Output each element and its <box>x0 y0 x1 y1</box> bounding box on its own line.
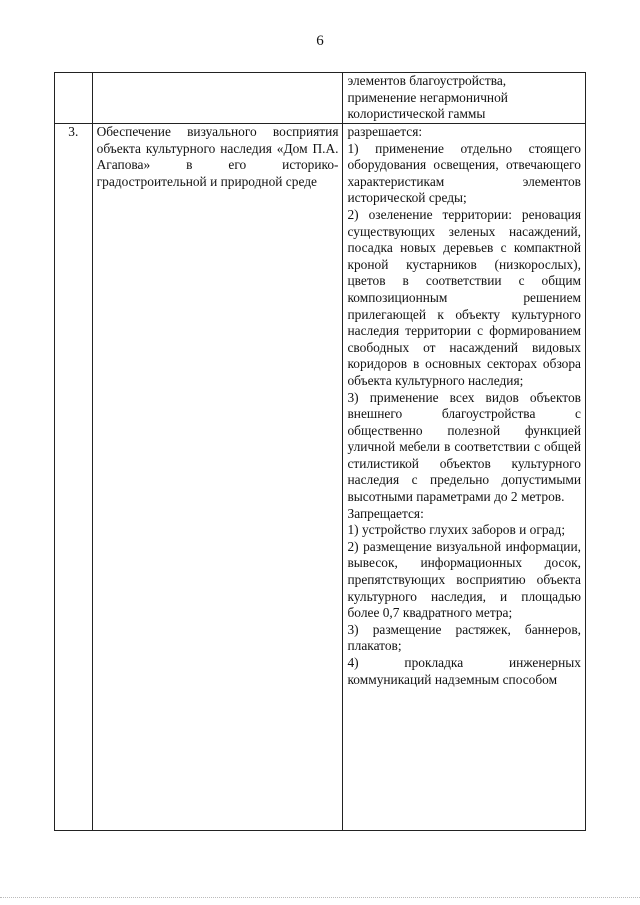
row-number-cell <box>55 73 93 124</box>
requirement-item: 2) размещение визуальной информации, вывесок, информационных досок, препятствующих восприятию объекта культурного наследия, и площадью более 0,7 квадратного метра; <box>347 538 581 621</box>
goal-text: Обеспечение визуального восприятия объекта культурного наследия «Дом П.А. Агапова» в его историко-градостроительной и природной среде <box>96 124 339 189</box>
page-number: 6 <box>316 33 324 49</box>
requirement-line: колористической гаммы <box>347 106 486 122</box>
requirements-cell <box>343 124 586 831</box>
requirement-heading-allowed: разрешается: <box>347 124 423 139</box>
requirement-item: 1) устройство глухих заборов и оград; <box>347 522 566 538</box>
table-row-3 <box>55 124 586 831</box>
goal-cell <box>92 124 343 831</box>
table-row-continued <box>55 73 586 124</box>
requirements-cell <box>343 73 586 124</box>
requirement-item: 4) прокладка инженерных коммуникаций надземным способом <box>347 655 581 687</box>
requirement-line: элементов благоустройства, <box>347 73 507 88</box>
goal-cell <box>92 73 343 124</box>
requirement-item: 1) применение отдельно стоящего оборудования освещения, отвечающего характеристикам элементов исторической среды; <box>347 140 581 206</box>
requirement-heading-forbidden: Запрещается: <box>347 505 424 521</box>
requirement-line: применение негармоничной <box>347 89 508 105</box>
page-bottom-divider <box>0 897 640 899</box>
requirement-item: 2) озеленение территории: реновация существующих зеленых насаждений, посадка новых деревьев с компактной кроной кустарников (низкорослых), цветов в соответствии с общим композиционным решением прилегающей к объекту культурного наследия территории с формированием свободных от насаждений видовых коридоров в основных секторах обзора объекта культурного наследия; <box>347 206 581 388</box>
regulations-table <box>54 72 586 831</box>
requirement-item: 3) размещение растяжек, баннеров, плакатов; <box>347 621 581 654</box>
requirement-item: 3) применение всех видов объектов внешнего благоустройства с общественно полезной функцией уличной мебели в соответствии с общей стилистикой объектов культурного наследия с предельно допустимыми высотными параметрами до 2 метров. <box>347 389 581 505</box>
row-number-cell: 3. <box>55 124 93 831</box>
